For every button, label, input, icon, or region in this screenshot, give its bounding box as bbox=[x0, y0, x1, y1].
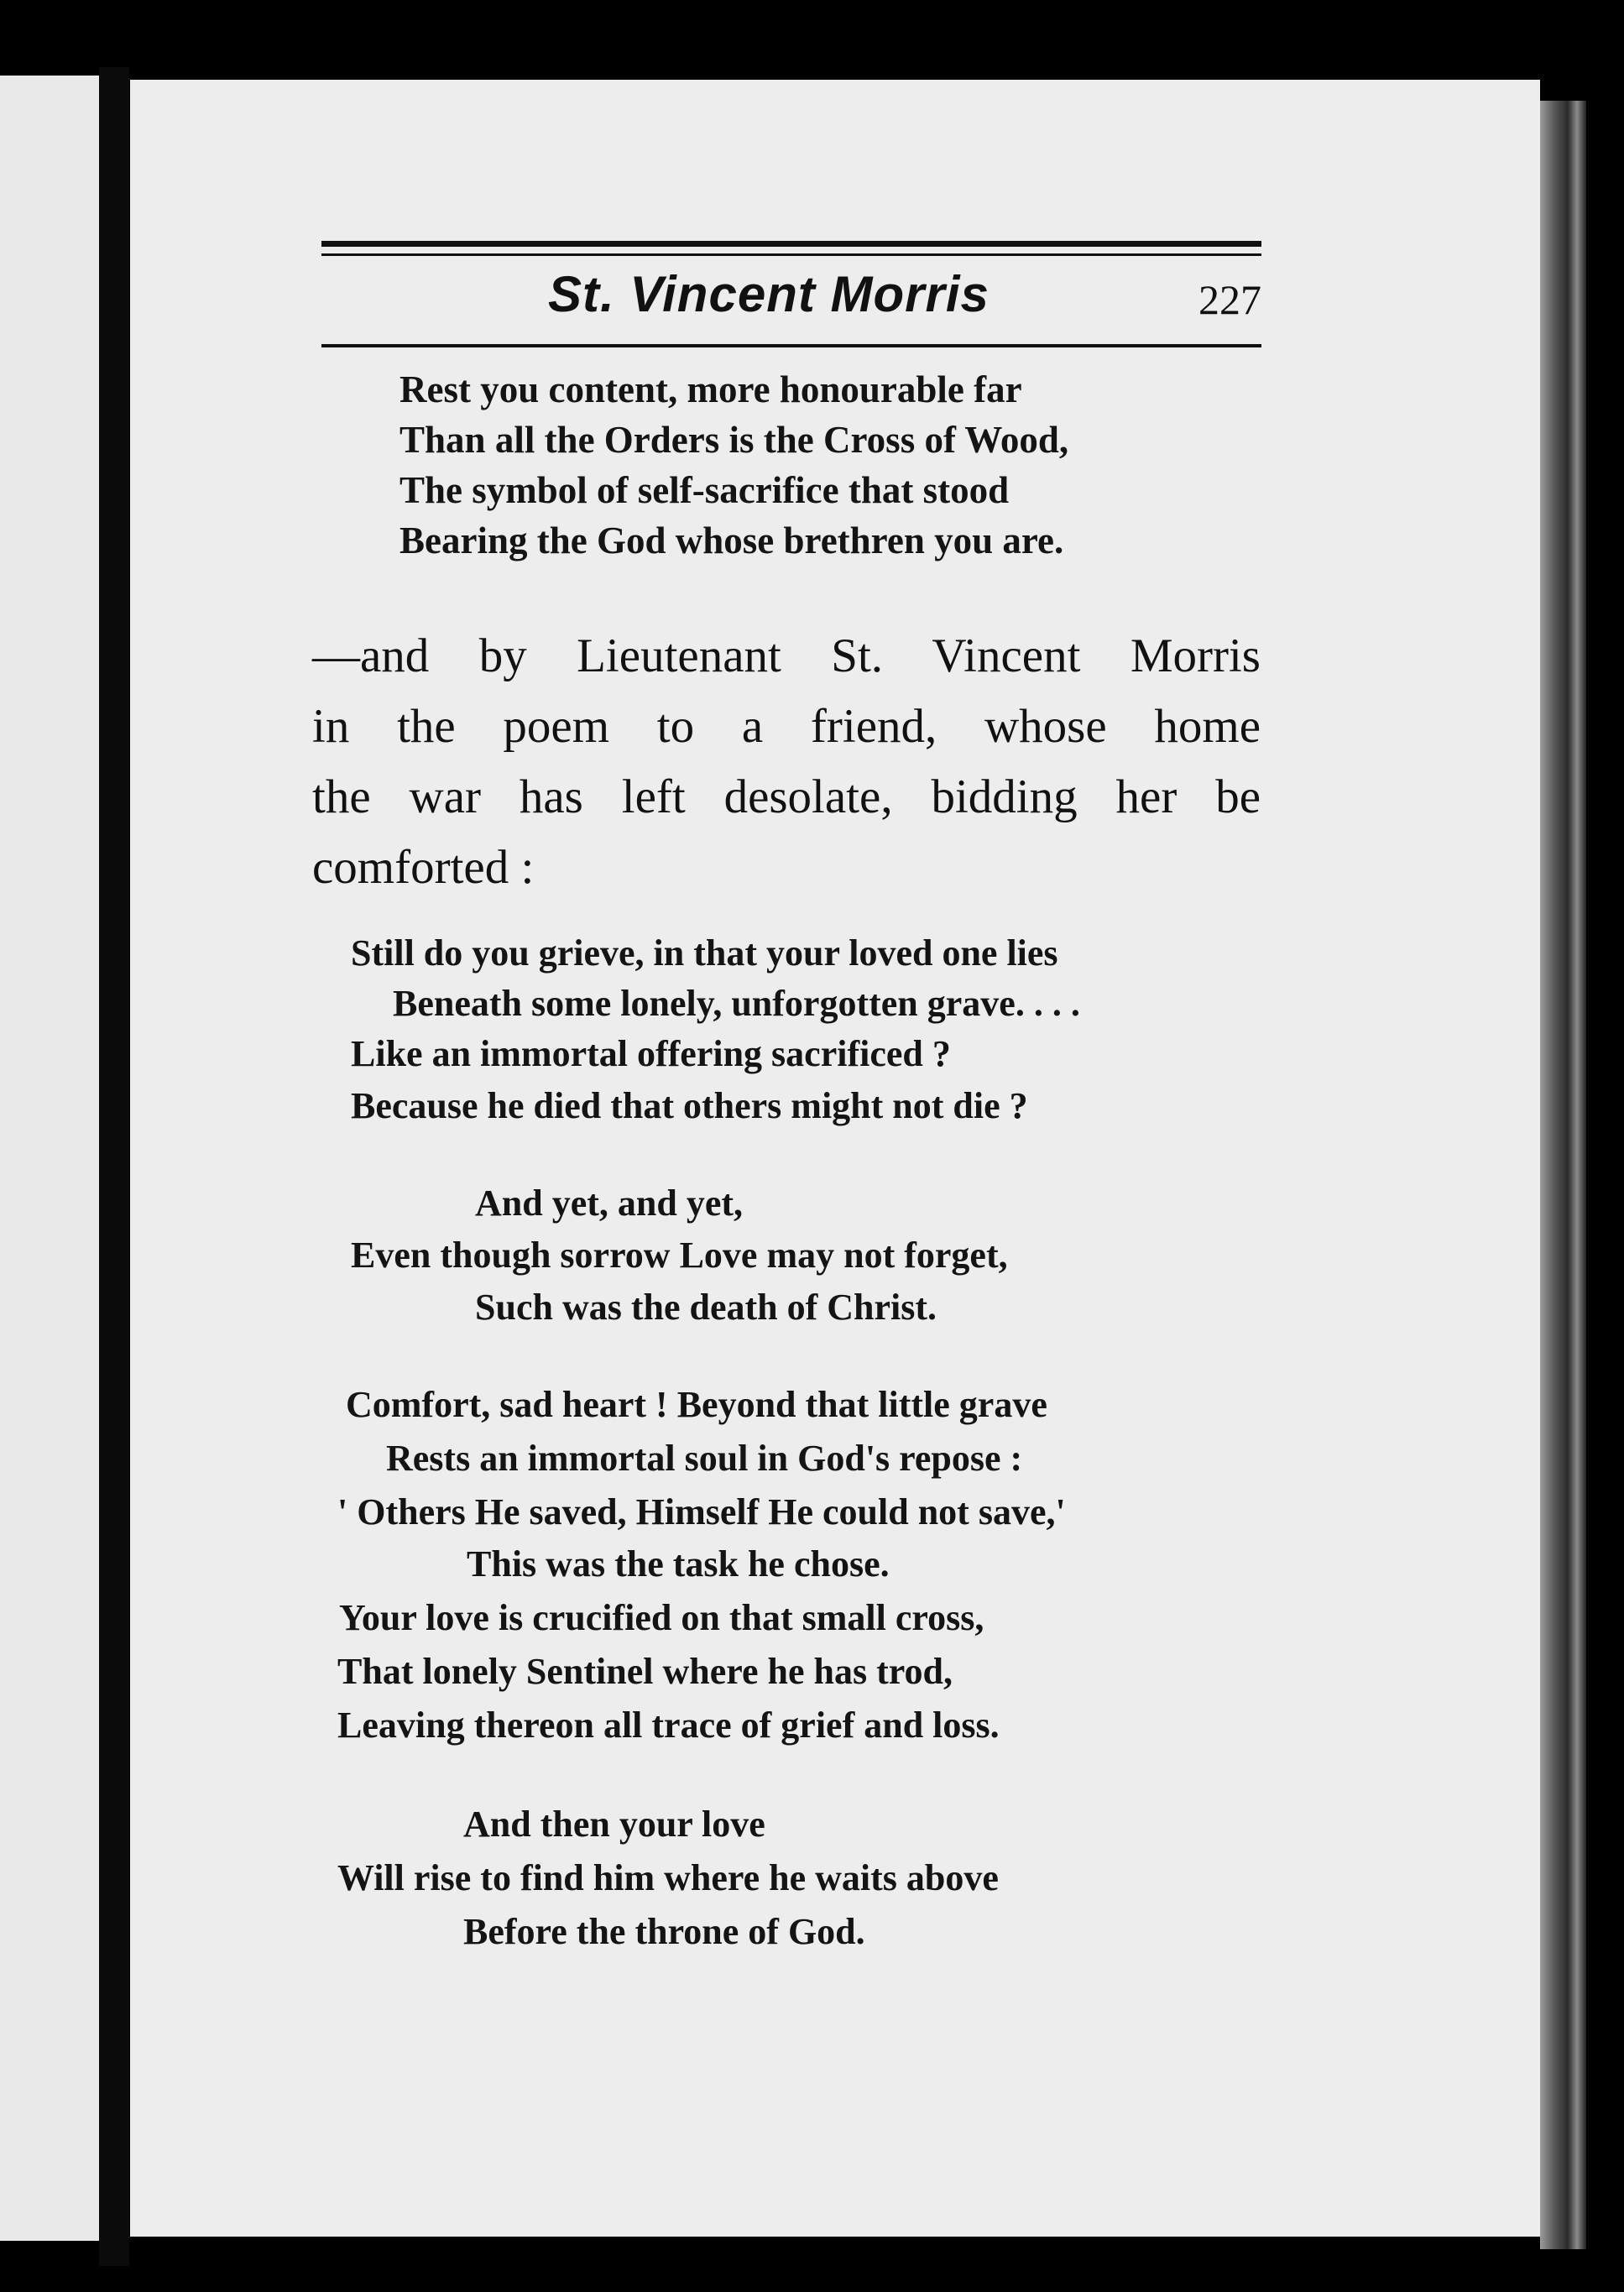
page-number: 227 bbox=[1198, 276, 1261, 323]
prose-line: —and by Lieutenant St. Vincent Morris bbox=[312, 629, 1261, 682]
prose-line: the war has left desolate, bidding her be bbox=[312, 770, 1261, 823]
verse-line: And then your love bbox=[463, 1804, 765, 1845]
header-rule-thin bbox=[321, 253, 1261, 256]
binding-gutter bbox=[99, 67, 129, 2266]
verse-line: Rest you content, more honourable far bbox=[399, 368, 1022, 410]
page-stack-edge bbox=[1540, 101, 1586, 2249]
verse-line: Bearing the God whose brethren you are. bbox=[399, 519, 1064, 561]
verse-line: Still do you grieve, in that your loved one lies bbox=[351, 932, 1058, 974]
verse-line: Comfort, sad heart ! Beyond that little grave bbox=[346, 1384, 1047, 1425]
verse-line: Your love is crucified on that small cross, bbox=[339, 1597, 984, 1638]
running-head bbox=[321, 265, 1261, 332]
verse-line: Than all the Orders is the Cross of Wood, bbox=[399, 419, 1069, 461]
header-rule-thick bbox=[321, 241, 1261, 247]
verse-line: This was the task he chose. bbox=[467, 1543, 890, 1585]
prose-line: comforted : bbox=[312, 841, 535, 894]
verse-line: ' Others He saved, Himself He could not save,' bbox=[337, 1491, 1066, 1532]
verse-line: That lonely Sentinel where he has trod, bbox=[337, 1651, 953, 1692]
facing-page-edge bbox=[0, 76, 99, 2241]
verse-line: Even though sorrow Love may not forget, bbox=[351, 1235, 1008, 1276]
verse-line: Such was the death of Christ. bbox=[475, 1287, 937, 1328]
prose-paragraph bbox=[312, 621, 1261, 903]
verse-line: And yet, and yet, bbox=[475, 1183, 744, 1224]
prose-line: in the poem to a friend, whose home bbox=[312, 700, 1261, 753]
verse-line: Rests an immortal soul in God's repose : bbox=[386, 1438, 1023, 1479]
verse-line: Because he died that others might not die ? bbox=[351, 1085, 1028, 1126]
verse-line: Will rise to find him where he waits above bbox=[337, 1857, 999, 1898]
header-rule-under bbox=[321, 344, 1261, 347]
verse-line: Leaving thereon all trace of grief and loss. bbox=[337, 1705, 1000, 1746]
verse-line: Beneath some lonely, unforgotten grave. . . . bbox=[393, 983, 1080, 1024]
verse-line: The symbol of self-sacrifice that stood bbox=[399, 469, 1010, 511]
verse-line: Like an immortal offering sacrificed ? bbox=[351, 1033, 951, 1074]
running-title: St. Vincent Morris bbox=[548, 266, 990, 322]
verse-line: Before the throne of God. bbox=[463, 1911, 865, 1952]
